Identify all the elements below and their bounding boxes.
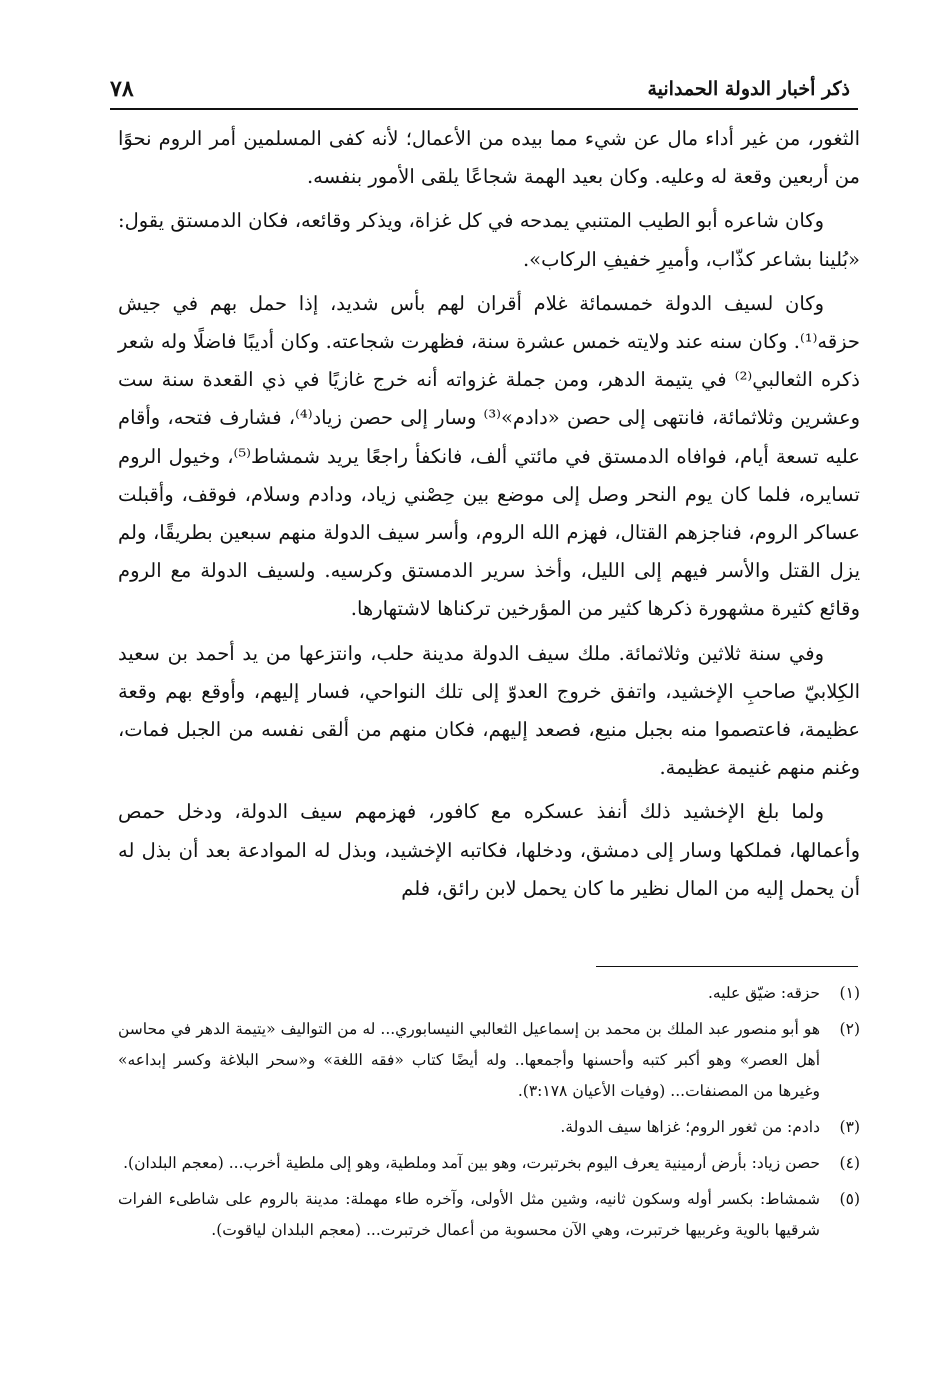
header-rule [110, 108, 858, 110]
footnote-number: (٤) [839, 1154, 860, 1172]
paragraph-2: وكان شاعره أبو الطيب المتنبي يمدحه في كل غزاة، ويذكر وقائعه، فكان الدمستق يقول: «بُلينا بشاعر كذّاب، وأميرِ خفيفِ الركاب». [118, 209, 860, 271]
paragraph-1: الثغور، من غير أداء مال عن شيء مما بيده من الأعمال؛ لأنه كفى المسلمين أمر الروم نحوًا من أربعين وقعة له وعليه. وكان بعيد الهمة شجاعًا يلقى الأمور بنفسه. [118, 127, 860, 189]
footnote-4 [118, 1148, 860, 1179]
footnote-text: حصن زياد: بأرض أرمينية يعرف اليوم بخرتبرت، وهو بين آمد وملطية، وهو إلى ملطية أخرب... (معجم البلدان). [123, 1154, 820, 1172]
footnote-1 [118, 978, 860, 1009]
paragraph-4: وفي سنة ثلاثين وثلاثمائة. ملك سيف الدولة مدينة حلب، وانتزعها من يد أحمد بن سعيد الكِلابيّ صاحبِ الإخشيد، واتفق خروج العدوّ إلى تلك النواحي، فسار إليهم، وأوقع بهم وقعة عظيمة، فاعتصموا منه بجبل منيع، فصعد إليهم، فكان منهم من ألقى نفسه من الجبل فمات، وغنم منهم غنيمة عظيمة. [118, 641, 860, 780]
footnote-5 [118, 1184, 860, 1246]
paragraph-3: وكان لسيف الدولة خمسمائة غلام أقران لهم بأس شديد، إذا حمل بهم في جيش حزقه⁽¹⁾. وكان سنه عند ولايته خمس عشرة سنة، فظهرت شجاعته. وكان أديبًا فاضلًا وله شعر ذكره الثعالبي⁽²⁾ في يتيمة الدهر، ومن جملة غزواته أنه خرج غازيًا في ذي القعدة سنة ست وعشرين وثلاثمائة، فانتهى إلى حصن «دادم»⁽³⁾ وسار إلى حصن زياد⁽⁴⁾، فشارف فتحه، وأقام عليه تسعة أيام، فوافاه الدمستق في مائتي ألف، فانكفأ راجعًا يريد شمشاط⁽⁵⁾، وخيول الروم تسايره، فلما كان يوم النحر وصل إلى موضع بين حِصْني زياد، ودادم وسلام، فوقف، وأقبلت عساكر الروم، فناجزهم القتال، فهزم الله الروم، وأسر سيف الدولة منهم سبعين بطريقًا، ولم يزل القتل والأسر فيهم إلى الليل، وأخذ سرير الدمستق وكرسيه. ولسيف الدولة مع الروم وقائع كثيرة مشهورة ذكرها كثير من المؤرخين تركناها لاشتهارها. [118, 291, 860, 621]
footnote-text: حزقه: ضيّق عليه. [708, 984, 820, 1002]
footnotes [118, 978, 860, 1251]
footnote-number: (٥) [839, 1190, 860, 1208]
footnote-text: هو أبو منصور عبد الملك بن محمد بن إسماعيل الثعالبي النيسابوري... له من التواليف «يتيمة الدهر في محاسن أهل العصر» وهو أكبر كتبه وأحسنها وأجمعها.. وله أيضًا كتاب «فقه اللغة» و«سحر البلاغة وكسر إبداعه» وغيرها من المصنفات... (وفيات الأعيان ٣:١٧٨). [118, 1020, 820, 1100]
footnote-separator [596, 966, 858, 967]
footnote-text: شمشاط: بكسر أوله وسكون ثانيه، وشين مثل الأولى، وآخره طاء مهملة: مدينة بالروم على شاطىء الفرات شرقيها بالوية وغربيها خرتبرت، وهي الآن محسوبة من أعمال خرتبرت... (معجم البلدان لياقوت). [118, 1190, 820, 1239]
running-title: ذكر أخبار الدولة الحمدانية [647, 78, 850, 100]
footnote-number: (١) [839, 984, 860, 1002]
page-number: ٧٨ [110, 76, 134, 102]
paragraph-5: ولما بلغ الإخشيد ذلك أنفذ عسكره مع كافور، فهزمهم سيف الدولة، ودخل حمص وأعمالها، فملكها وسار إلى دمشق، ودخلها، فكاتبه الإخشيد، وبذل له الموادعة بعد أن بذل له أن يحمل إليه من المال نظير ما كان يحمل لابن رائق، فلم [118, 800, 860, 900]
footnote-number: (٣) [839, 1118, 860, 1136]
footnote-text: دادم: من ثغور الروم؛ غزاها سيف الدولة. [560, 1118, 820, 1136]
footnote-3 [118, 1112, 860, 1143]
page-header [110, 74, 850, 104]
main-text [118, 120, 860, 914]
footnote-number: (٢) [839, 1020, 860, 1038]
footnote-2 [118, 1014, 860, 1107]
